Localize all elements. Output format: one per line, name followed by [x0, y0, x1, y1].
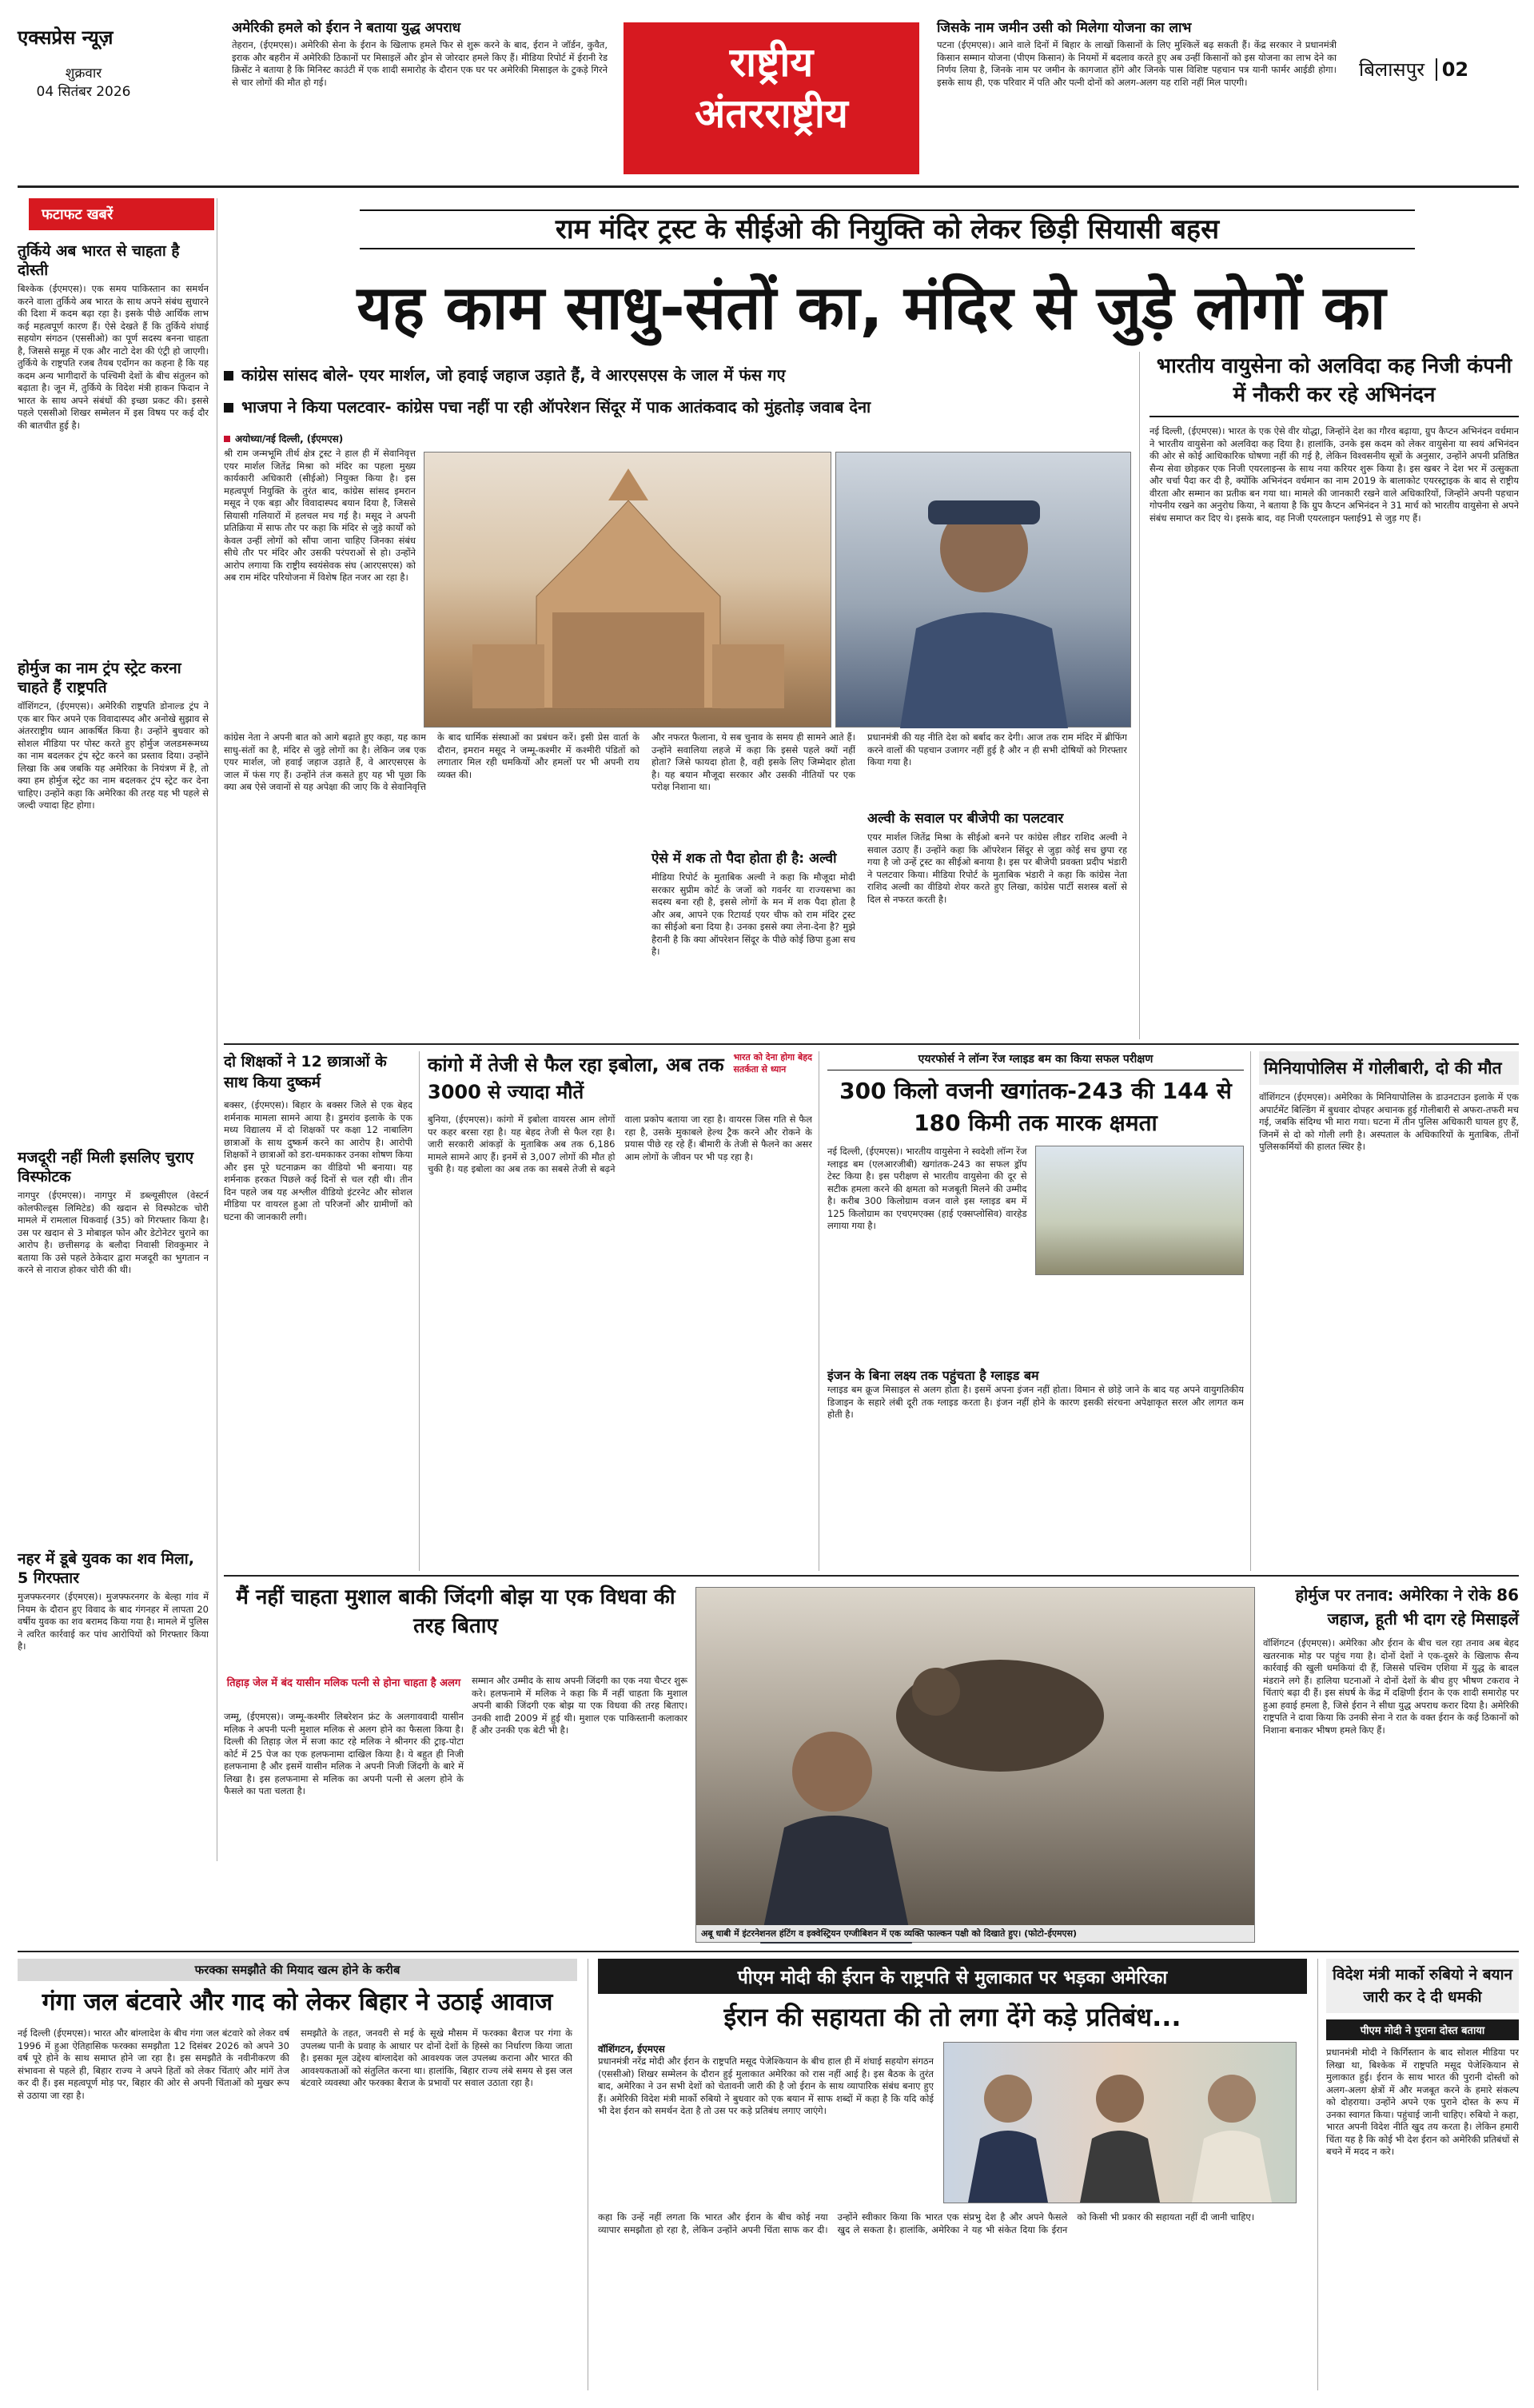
lead-col1: श्री राम जन्मभूमि तीर्थ क्षेत्र ट्रस्ट ने हाल ही में सेवानिवृत्त एयर मार्शल जितेंद्र मिश्रा को मंदिर का पहला मुख्य कार्यकारी अधिकारी (सीईओ) नियुक्त किया है। इस महत्वपूर्ण नियुक्ति के तुरंत बाद, कांग्रेस सांसद इमरान मसूद ने एक बड़ा और विवादास्पद बयान दिया है, जिससे सियासी गलियारों में हलचल मच गई है। मसूद ने अपनी प्रतिक्रिया में साफ तौर पर कहा कि मंदिर से जुड़े कार्यों को केवल उन्हीं लोगों को सौंपा जाना चाहिए जिनका संबंध सीधे तौर पर मंदिर और उसकी परंपराओं से हो। उन्होंने आरोप लगाया कि राष्ट्रीय स्वयंसेवक संघ (आरएसएस) को अब राम मंदिर परियोजना में विशेष हित नजर आ रहा है।: [224, 448, 416, 583]
malik-headline: मैं नहीं चाहता मुशाल बाकी जिंदगी बोझ या एक विधवा की तरह बिताए: [236, 1585, 675, 1638]
malik-kicker: तिहाड़ जेल में बंद यासीन मलिक पत्नी से होना चाहता है अलग: [226, 1677, 461, 1689]
teachers-text: बक्सर, (ईएमएस)। बिहार के बक्सर जिले से एक बेहद शर्मनाक मामला सामने आया है। डुमरांव इलाके के एक मध्य विद्यालय में दो शिक्षकों पर कक्षा 12 नाबालिग छात्राओं के साथ दुष्कर्म करने का आरोप है। आरोपी शिक्षकों ने छात्राओं को डरा-धमकाकर उनका शोषण किया और इस पूरे घटनाक्रम का वीडियो भी बनाया। यह शर्मनाक हरकत पिछले कई दिनों से चल रही थी। तीन दिन पहले जब यह अश्लील वीडियो इंटरनेट और सोशल मीडिया पर वायरल हुआ तो परिजनों और ग्रामीणों को घटना की जानकारी लगी।: [224, 1099, 412, 1222]
masthead-right: [1359, 56, 1519, 96]
brief-text: तेहरान, (ईएमएस)। अमेरिकी सेना के ईरान के खिलाफ हमले फिर से शुरू करने के बाद, ईरान ने जॉर्डन, कुवैत, इराक और बहरीन में अमेरिकी ठिकानों पर मिसाइलें और ड्रोन से जोरदार हमले किए हैं। मीडिया रिपोर्ट में ईरानी रेड क्रिसेंट ने बताया है कि मिनिस्ट काउंटी में एक शादी समारोह के दौरान एक घर पर अमेरिकी मिसाइल के टुकड़े गिरने से चार लोगों की मौत हो गई।: [232, 39, 608, 88]
sidebar-item-text: वॉशिंगटन, (ईएमएस)। अमेरिकी राष्ट्रपति डोनाल्ड ट्रंप ने एक बार फिर अपने एक विवादास्पद और अनोखे सुझाव से अंतरराष्ट्रीय ध्यान आकर्षित किया है। उन्होंने बुधवार को सोशल मीडिया पर पोस्ट करते हुए होर्मुज जलडमरूमध्य का नाम बदलकर ट्रंप स्ट्रेट करने का प्रस्ताव दिया। उन्होंने लिखा कि अब जबकि यह अमेरिका के नियंत्रण में है, तो क्या हम होर्मुज स्ट्रेट का नाम बदलकर ट्रंप स्ट्रेट कर देना चाहिए। उन्होंने कहा कि अमेरिका की तरह यह भी पहले से जल्दी ज्यादा हिट होगा।: [18, 700, 209, 811]
rubio-sidebar: [1317, 1959, 1519, 2390]
sidebar-header: फटाफट खबरें: [29, 198, 214, 230]
lead-sub2: [224, 396, 1127, 428]
lead-col3-sub: ऐसे में शक तो पैदा होता ही है: अल्वी: [651, 851, 837, 867]
minneapolis-headline: मिनियापोलिस में गोलीबारी, दो की मौत: [1259, 1051, 1519, 1085]
sidebar-item-title: होर्मुज का नाम ट्रंप स्ट्रेट करना चाहते हैं राष्ट्रपति: [18, 660, 181, 696]
missile-story: [827, 1051, 1251, 1571]
brief-text: पटना (ईएमएस)। आने वाले दिनों में बिहार के लाखों किसानों के लिए मुश्किलें बढ़ सकती हैं। केंद्र सरकार ने प्रधानमंत्री किसान सम्मान योजना (पीएम किसान) के नियमों में बदलाव करते हुए अब उन्हीं किसानों को इस योजना का लाभ देने का निर्णय लिया है, जिनके नाम पर जमीन के कागजात होंगे और जिनके पास विशिष्ट पहचान पत्र यानी फार्मर आईडी होगा। इसके साथ ही, एक परिवार में पति और पत्नी दोनों को अलग-अलग यह राशि नहीं मिल पाएगी।: [937, 39, 1337, 88]
lead-kicker: राम मंदिर ट्रस्ट के सीईओ की नियुक्ति को लेकर छिड़ी सियासी बहस: [360, 209, 1415, 249]
separator: [1436, 58, 1437, 81]
lead-col2: कांग्रेस नेता ने अपनी बात को आगे बढ़ाते हुए कहा, यह काम साधु-संतों का है, मंदिर से जुड़े लोगों का है। लेकिन जब एक एयर मार्शल, जो हवाई जहाज उड़ाते हैं, वे आरएसएस के जाल में फंस गए हैं। उन्होंने तंज कसते हुए यह भी पूछा कि क्या अब ऐसे जवानों से यह अपेक्षा की जाए कि वे सेवानिवृत्ति के बाद धार्मिक संस्थाओं का प्रबंधन करें। इसी प्रेस वार्ता के दौरान, इमरान मसूद ने जम्मू-कश्मीर में कश्मीरी पंडितों को लगातार मिल रही धमकियों और हमलों पर भी अपनी राय व्यक्त की।: [224, 732, 639, 792]
lead-col3-text2: मीडिया रिपोर्ट के मुताबिक अल्वी ने कहा कि मौजूदा मोदी सरकार सुप्रीम कोर्ट के जजों को गवर्नर या राज्यसभा का सदस्य बना रही है, इससे लोगों के मन में शक पैदा होता है और अब, आपने एक रिटायर्ड एयर चीफ को राम मंदिर ट्रस्ट का सीईओ बना दिया है। उनका इससे क्या लेना-देना है? मुझे हैरानी है कि क्या ऑपरेशन सिंदूर के पीछे कोई छिपा हुआ सच है।: [651, 871, 855, 957]
lead-col3: [651, 732, 855, 1035]
lead-dateline: [224, 432, 608, 448]
iran-subhead: ईरान की सहायता की तो लगा देंगे कड़े प्रतिबंध...: [723, 2002, 1181, 2032]
malik-text2: सम्मान और उम्मीद के साथ अपनी जिंदगी का एक नया चैप्टर शुरू करे। हलफनामे में मलिक ने कहा कि मैं नहीं चाहता कि मुशाल अपनी बाकी जिंदगी एक बोझ या एक विधवा की तरह बिताए। उनकी शादी 2009 में हुई थी। मुशाल एक पाकिस्तानी कलाकार हैं और उनकी एक बेटी भी है।: [472, 1675, 687, 1736]
section-line2: अंतरराष्ट्रीय: [695, 90, 848, 137]
dateline-text: अयोध्या/नई दिल्ली, (ईएमएस): [235, 433, 344, 445]
temple-photo: [424, 452, 831, 728]
day: शुक्रवार: [65, 66, 102, 82]
iran-leaders-photo: [943, 2042, 1297, 2203]
brief-title: अमेरिकी हमले को ईरान ने बताया युद्ध अपराध: [232, 20, 461, 36]
masthead-left: [18, 18, 209, 155]
minneapolis-story: [1259, 1051, 1519, 1571]
sidebar-item: [18, 659, 209, 1137]
section-banner: [624, 22, 919, 174]
mid-rule: [224, 1043, 1519, 1045]
iran-text: प्रधानमंत्री नरेंद्र मोदी और ईरान के राष्ट्रपति मसूद पेजेश्कियान के बीच हाल ही में शंघाई सहयोग संगठन (एससीओ) शिखर सम्मेलन के दौरान हुई मुलाकात अमेरिका को रास नहीं आई है। इस बैठक के तुरंत बाद, अमेरिका ने उन सभी देशों को चेतावनी जारी की है जो ईरान के साथ व्यापारिक संबंध बनाए हुए हैं। अमेरिकी विदेश मंत्री मार्को रुबियो ने बुधवार को एक बयान में साफ शब्दों में कहा है कि यदि कोई भी देश ईरान को समर्थन देता है तो उस पर कड़े प्रतिबंध लगाए जाएंगे।: [598, 2055, 934, 2116]
missile-sub: इंजन के बिना लक्ष्य तक पहुंचता है ग्लाइड बम: [827, 1368, 1039, 1383]
minneapolis-text: वॉशिंगटन (ईएमएस)। अमेरिका के मिनियापोलिस के डाउनटाउन इलाके में एक अपार्टमेंट बिल्डिंग में बुधवार दोपहर अचानक हुई गोलीबारी से अफरा-तफरी मच गई, जबकि संदिग्ध भी मारा गया। घटना में तीन पुलिस अधिकारी घायल हुए हैं, जिनमें से दो को गोली लगी है। अस्पताल के अधिकारियों के मुताबिक, तीनों पुलिसकर्मियों की हालत स्थिर है।: [1259, 1091, 1519, 1152]
temple-illustration: [424, 452, 832, 728]
iran-headline: पीएम मोदी की ईरान के राष्ट्रपति से मुलाकात पर भड़का अमेरिका: [598, 1959, 1307, 1994]
teachers-story: [224, 1051, 420, 1571]
lead-col4-text: प्रधानमंत्री की यह नीति देश को बर्बाद कर देगी। आज तक राम मंदिर में ब्रीफिंग करने वालों की पहचान उजागर नहीं हुई है और न ही सभी दोषियों को गिरफ्तार किया गया है।: [867, 732, 1127, 767]
iran-text2: कहा कि उन्हें नहीं लगता कि भारत और ईरान के बीच कोई नया व्यापार समझौता हो रहा है, लेकिन उन्होंने अपनी चिंता साफ कर दी। उन्होंने स्वीकार किया कि भारत एक संप्रभु देश है और अपने फैसले खुद ले सकता है। हालांकि, अमेरिका ने यह भी संकेत दिया कि ईरान को किसी भी प्रकार की सहायता नहीं दी जानी चाहिए।: [598, 2211, 1255, 2235]
sidebar: [18, 198, 217, 1861]
lead-col3-text: और नफरत फैलाना, ये सब चुनाव के समय ही सामने आते हैं। उन्होंने सवालिया लहजे में कहा कि इससे पहले क्यों नहीं होता? जिसे फायदा होता है, वही इसके लिए जिम्मेदार होता है। यह बयान मौजूदा सरकार और उसकी नीतियों पर एक परोक्ष निशाना था।: [651, 732, 855, 792]
lead-col4-text2: एयर मार्शल जितेंद्र मिश्रा के सीईओ बनने पर कांग्रेस लीडर राशिद अल्वी ने सवाल उठाए हैं। उन्होंने कहा कि ऑपरेशन सिंदूर से जुड़ा कोई सच छुपा रह गया है जो उन्हें ट्रस्ट का सीईओ बनाया है। इस पर बीजेपी प्रवक्ता प्रदीप भंडारी ने पलटवार किया। मीडिया रिपोर्ट के मुताबिक भंडारी ने कहा कि कांग्रेस नेता राशिद अल्वी का वीडियो शेयर करते हुए लिखा, कांग्रेस पार्टी सशस्त्र बलों से दिल से नफरत करती है।: [867, 831, 1127, 905]
brief-title: जिसके नाम जमीन उसी को मिलेगा योजना का लाभ: [937, 20, 1192, 36]
sidebar-item: [18, 1549, 209, 1831]
top-rule: [18, 185, 1519, 188]
sidebar-item-text: मुजफ्फरनगर (ईएमएस)। मुजफ्फरनगर के बेल्हा गांव में नियम के दौरान हुए विवाद के बाद गंगनहर में लापता 20 वर्षीय युवक का शव बरामद किया गया है। मामले में पुलिस ने त्वरित कार्रवाई कर पांच आरोपियों को गिरफ्तार किया है।: [18, 1591, 209, 1652]
brand-name: एक्सप्रेस न्यूज़: [18, 26, 114, 49]
iaf-story: [1139, 352, 1519, 1039]
missile-headline: 300 किलो वजनी खगांतक-243 की 144 से 180 किमी तक मारक क्षमता: [839, 1078, 1232, 1136]
bottom-rule: [18, 1951, 1519, 1952]
iran-dateline: वॉशिंगटन, ईएमएस: [598, 2043, 665, 2055]
rubio-text: प्रधानमंत्री मोदी ने किर्गिस्तान के बाद सोशल मीडिया पर लिखा था, बिश्केक में राष्ट्रपति मसूद पेजेश्कियान से मुलाकात हुई। ईरान के साथ भारत की पुरानी दोस्ती को अलग-अलग क्षेत्रों में और मजबूत करने के हमारे संकल्प को दोहराया। उन्होंने अपने एक पुराने दोस्त के रूप में उनका स्वागत किया। पहुंचाई जानी चाहिए। रुबियो ने कहा, भारत अपनी विदेश नीति खुद तय करता है। लेकिन हमारी चिंता यह है कि कोई भी देश ईरान को अमेरिकी प्रतिबंधों से बचने में मदद न करे।: [1326, 2047, 1519, 2157]
ebola-text: बुनिया, (ईएमएस)। कांगो में इबोला वायरस आम लोगों पर कहर बरसा रहा है। यह बेहद तेजी से फैल रहा है। जारी सरकारी आंकड़ों के मुताबिक अब तक 6,186 मामले सामने आए हैं। इनमें से 3,007 लोगों की मौत हो चुकी है। यह इबोला का अब तक का सबसे तेजी से बढ़ने वाला प्रकोप बताया जा रहा है। वायरस जिस गति से फैल रहा है, उसके मुकाबले हेल्थ ट्रैक करने और रोकने के प्रयास पीछे रह रहे हैं। बीमारी के तेजी से फैलने का असर आम लोगों के जीवन पर भी पड़ रहा है।: [428, 1114, 812, 1174]
falcon-caption: अबू धाबी में इंटरनेशनल हंटिंग व इक्वेस्ट्रियन एग्जीबिशन में एक व्यक्ति फाल्कन पक्षी को दिखाते हुए। (फोटो-ईएमएस): [696, 1925, 1254, 1942]
lead-sub1-text: कांग्रेस सांसद बोले- एयर मार्शल, जो हवाई जहाज उड़ाते हैं, वे आरएसएस के जाल में फंस गए: [241, 365, 786, 385]
hormuz-text: वॉशिंगटन (ईएमएस)। अमेरिका और ईरान के बीच चल रहा तनाव अब बेहद खतरनाक मोड़ पर पहुंच गया है। दोनों देशों ने एक-दूसरे के खिलाफ सैन्य कार्रवाई की खुली धमकियां दी हैं, जिससे पश्चिम एशिया में युद्ध के बादल मंडराने लगे हैं। हालिया घटनाओं ने दोनों देशों के बीच हुए भीषण टकराव ने चिंताएं बढ़ा दी हैं। इस संघर्ष के केंद्र में दक्षिणी ईरान के एक शादी समारोह पर हुआ हवाई हमला है, जिसे ईरान ने सीधा युद्ध अपराध करार दिया है। अमेरिकी राष्ट्रपति ने दावा किया कि उनकी सेना ने रात के वक्त ईरान के कई ठिकानों को निशाना बनाकर भीषण हमले किए हैं।: [1263, 1637, 1519, 1736]
malik-text: जम्मू, (ईएमएस)। जम्मू-कश्मीर लिबरेशन फ्रंट के अलगाववादी यासीन मलिक ने अपनी पत्नी मुशाल मलिक से अलग होने का फैसला किया है। दिल्ली की तिहाड़ जेल में सजा काट रहे मलिक ने श्रीनगर की ट्राइ-पोटा कोर्ट में 25 पेज का एक हलफनामा दाखिल किया है। ये बहुत ही निजी हलफनामा है और इसमें यासीन मलिक ने अपनी निजी जिंदगी के बारे में लिखा है। इस हलफनामा से मलिक का अपनी पत्नी से अलग होने के फैसले का पता चलता है।: [224, 1711, 464, 1796]
top-brief-2: [937, 18, 1337, 155]
ganga-headline: गंगा जल बंटवारे और गाद को लेकर बिहार ने उठाई आवाज: [42, 1988, 553, 2016]
missile-text2: ग्लाइड बम क्रूज मिसाइल से अलग होता है। इसमें अपना इंजन नहीं होता। विमान से छोड़े जाने के बाद यह अपने वायुगतिकीय डिजाइन के सहारे लंबी दूरी तक ग्लाइड करता है। इंजन नहीं होने के कारण इसकी संरचना अपेक्षाकृत सरल और लागत कम होती है।: [827, 1384, 1244, 1420]
lead-sub1: [224, 364, 1127, 396]
iran-story: [588, 1959, 1307, 2390]
rubio-title: विदेश मंत्री मार्को रुबियो ने बयान जारी कर दे दी धमकी: [1326, 1959, 1519, 2013]
sidebar-item: [18, 1148, 209, 1538]
sidebar-item: [18, 241, 209, 648]
lead-col4: [867, 732, 1127, 1035]
iaf-headline: भारतीय वायुसेना को अलविदा कह निजी कंपनी में नौकरी कर रहे अभिनंदन: [1150, 352, 1519, 417]
page-number: 02: [1441, 58, 1469, 81]
rubio-kicker: पीएम मोदी ने पुराना दोस्त बताया: [1326, 2019, 1519, 2040]
ebola-note: भारत को देना होगा बेहद सतर्कता से ध्यान: [733, 1052, 812, 1074]
date: 04 सितंबर 2026: [36, 84, 131, 100]
ganga-text: नई दिल्ली (ईएमएस)। भारत और बांग्लादेश के बीच गंगा जल बंटवारे को लेकर वर्ष 1996 में हुआ ऐतिहासिक फरक्का समझौता 12 दिसंबर 2026 को अपने 30 वर्ष पूरे होने के साथ समाप्त होने जा रहा है। इस समझौते के नवीनीकरण की संभावना से पहले ही, बिहार राज्य ने अपने हितों को लेकर चिंताएं और मांगें तेज कर दी हैं। इस महत्वपूर्ण मोड़ पर, बिहार की ओर से अपनी चिंताओं को मुखर रूप से उठाया जा रहा है।: [18, 2027, 289, 2101]
hormuz-story: [1263, 1583, 1519, 1943]
iaf-text: नई दिल्ली, (ईएमएस)। भारत के एक ऐसे वीर योद्धा, जिन्होंने देश का गौरव बढ़ाया, ग्रुप कैप्टन अभिनंदन वर्धमान ने भारतीय वायुसेना को अलविदा कह दिया है। हालांकि, उनके इस कदम को लेकर वायुसेना या स्वयं अभिनंदन की ओर से कोई आधिकारिक घोषणा नहीं की गई है, लेकिन विश्वसनीय सूत्रों के अनुसार, उन्होंने अपनी प्रतिष्ठित सैन्य सेवा छोड़कर एक निजी एयरलाइन्स के साथ नया करियर शुरू किया है। इस खबर ने देश भर में उत्सुकता और चर्चा पैदा कर दी है, क्योंकि अभिनंदन वर्धमान का नाम 2019 के बालाकोट एयरस्ट्राइक के बाद से राष्ट्रीय वीरता और सम्मान का प्रतीक बन गया था। मामले की जानकारी रखने वाले अधिकारियों, जिन्होंने अपनी पहचान गोपनीय रखने का अनुरोध किया, ने बताया है कि ग्रुप कैप्टन अभिनंदन ने 31 मार्च को भारतीय वायुसेना से अपने संबंध समाप्त कर दिए थे। इसके बाद, वह निजी एयरलाइन फ्लाई91 से जुड़ गए हैं।: [1150, 425, 1519, 524]
falcon-illustration: [696, 1588, 1256, 1944]
ebola-story: [428, 1051, 819, 1571]
ebola-headline: कांगो में तेजी से फैल रहा इबोला, अब तक 3000 से ज्यादा मौतें: [428, 1054, 724, 1103]
top-brief-1: [232, 18, 608, 155]
portrait-illustration: [836, 452, 1132, 728]
leaders-illustration: [944, 2043, 1296, 2203]
missile-photo: [1035, 1146, 1244, 1275]
sidebar-item-title: मजदूरी नहीं मिली इसलिए चुराए विस्फोटक: [18, 1149, 194, 1186]
air-marshal-photo: [835, 452, 1131, 728]
lead-col4-sub: अल्वी के सवाल पर बीजेपी का पलटवार: [867, 811, 1064, 827]
ganga-text2: समझौते के तहत, जनवरी से मई के सूखे मौसम में फरक्का बैराज पर गंगा के उपलब्ध पानी के प्रवाह के आधार पर दोनों देशों के हिस्से का निर्धारण किया जाता है। इसका मूल उद्देश्य बांग्लादेश को आवश्यक जल उपलब्ध कराना और भारत की आवश्यकताओं को संतुलित करना था। हालांकि, बिहार राज्य लंबे समय से इस जल बंटवारे व्यवस्था और फरक्का बैराज के प्रभावों पर सवाल उठाता रहा है।: [301, 2027, 572, 2088]
lead-headline: यह काम साधु-संतों का, मंदिर से जुड़े लोगों का: [357, 272, 1386, 343]
sidebar-item-text: नागपुर (ईएमएस)। नागपुर में डब्ल्यूसीएल (वेस्टर्न कोलफील्ड्स लिमिटेड) की खदान से विस्फोटक चोरी मामले में रामलाल धिकवाई (35) को गिरफ्तार किया है। उस पर खदान से 3 मोबाइल फोन और डेटोनेटर चुराने का आरोप है। छत्तीसगढ़ के बलौदा निवासी शिवकुमार ने बताया कि उसे पहले ठेकेदार द्वारा मजदूरी का भुगतान न करने से नाराज होकर चोरी की थी।: [18, 1190, 209, 1275]
falcon-photo: [695, 1587, 1255, 1943]
sidebar-item-title: तुर्किये अब भारत से चाहता है दोस्ती: [18, 242, 180, 279]
sidebar-item-text: बिश्केक (ईएमएस)। एक समय पाकिस्तान का समर्थन करने वाला तुर्किये अब भारत के साथ अपने संबंध सुधारने की दिशा में कदम बढ़ा रहा है। इसके पीछे आर्थिक लाभ कई महत्वपूर्ण कारण हैं। ऐसे देखते हैं कि तुर्किये शंघाई सहयोग संगठन (एससीओ) का पूर्ण सदस्य बनना चाहता है, जिससे समूह में एक और नाटो देश की एंट्री हो जाएगी। तुर्किये के राष्ट्रपति रजब तैयब एर्दोगन का कहना है कि यह कदम अन्य भागीदारों के पश्चिमी देशों के बीच संतुलन को बढ़ाता है। जून में, तुर्किये के विदेश मंत्री हाकन फिदान ने भारत के साथ अपने संबंधों की इच्छा प्रकट की। इससे पहले एससीओ शिखर सम्मेलन में इस विषय पर कई दौर की बातचीत हुई है।: [18, 283, 209, 431]
ganga-kicker: फरक्का समझौते की मियाद खत्म होने के करीब: [18, 1959, 577, 1981]
hormuz-headline: होर्मुज पर तनाव: अमेरिका ने रोके 86 जहाज, हूती भी दाग रहे मिसाइलें: [1295, 1585, 1519, 1629]
lead-sub2-text: भाजपा ने किया पलटवार- कांग्रेस पचा नहीं पा रही ऑपरेशन सिंदूर में पाक आतंकवाद को मुंहतोड़ जवाब देना: [241, 397, 871, 417]
sidebar-item-title: नहर में डूबे युवक का शव मिला, 5 गिरफ्तार: [18, 1550, 194, 1587]
ganga-story: [18, 1959, 577, 2390]
missile-kicker: एयरफोर्स ने लॉन्ग रेंज ग्लाइड बम का किया सफल परीक्षण: [827, 1051, 1244, 1070]
teachers-headline: दो शिक्षकों ने 12 छात्राओं के साथ किया दुष्कर्म: [224, 1053, 387, 1091]
missile-text: नई दिल्ली, (ईएमएस)। भारतीय वायुसेना ने स्वदेशी लॉन्ग रेंज ग्लाइड बम (एलआरजीबी) खगांतक-243 का सफल ड्रॉप टेस्ट किया है। इस परीक्षण से भारतीय वायुसेना की दूर से सटीक हमला करने की क्षमता को मजबूती मिलने की उम्मीद है। करीब 300 किलोग्राम वजन वाले इस ग्लाइड बम में 125 किलोग्राम का एचएमएक्स (हाई एक्सप्लोसिव) वारहेड लगाया गया है।: [827, 1146, 1027, 1231]
section-line1: राष्ट्रीय: [729, 39, 814, 86]
lower-rule: [224, 1575, 1519, 1577]
city: बिलासपुर: [1359, 58, 1425, 81]
